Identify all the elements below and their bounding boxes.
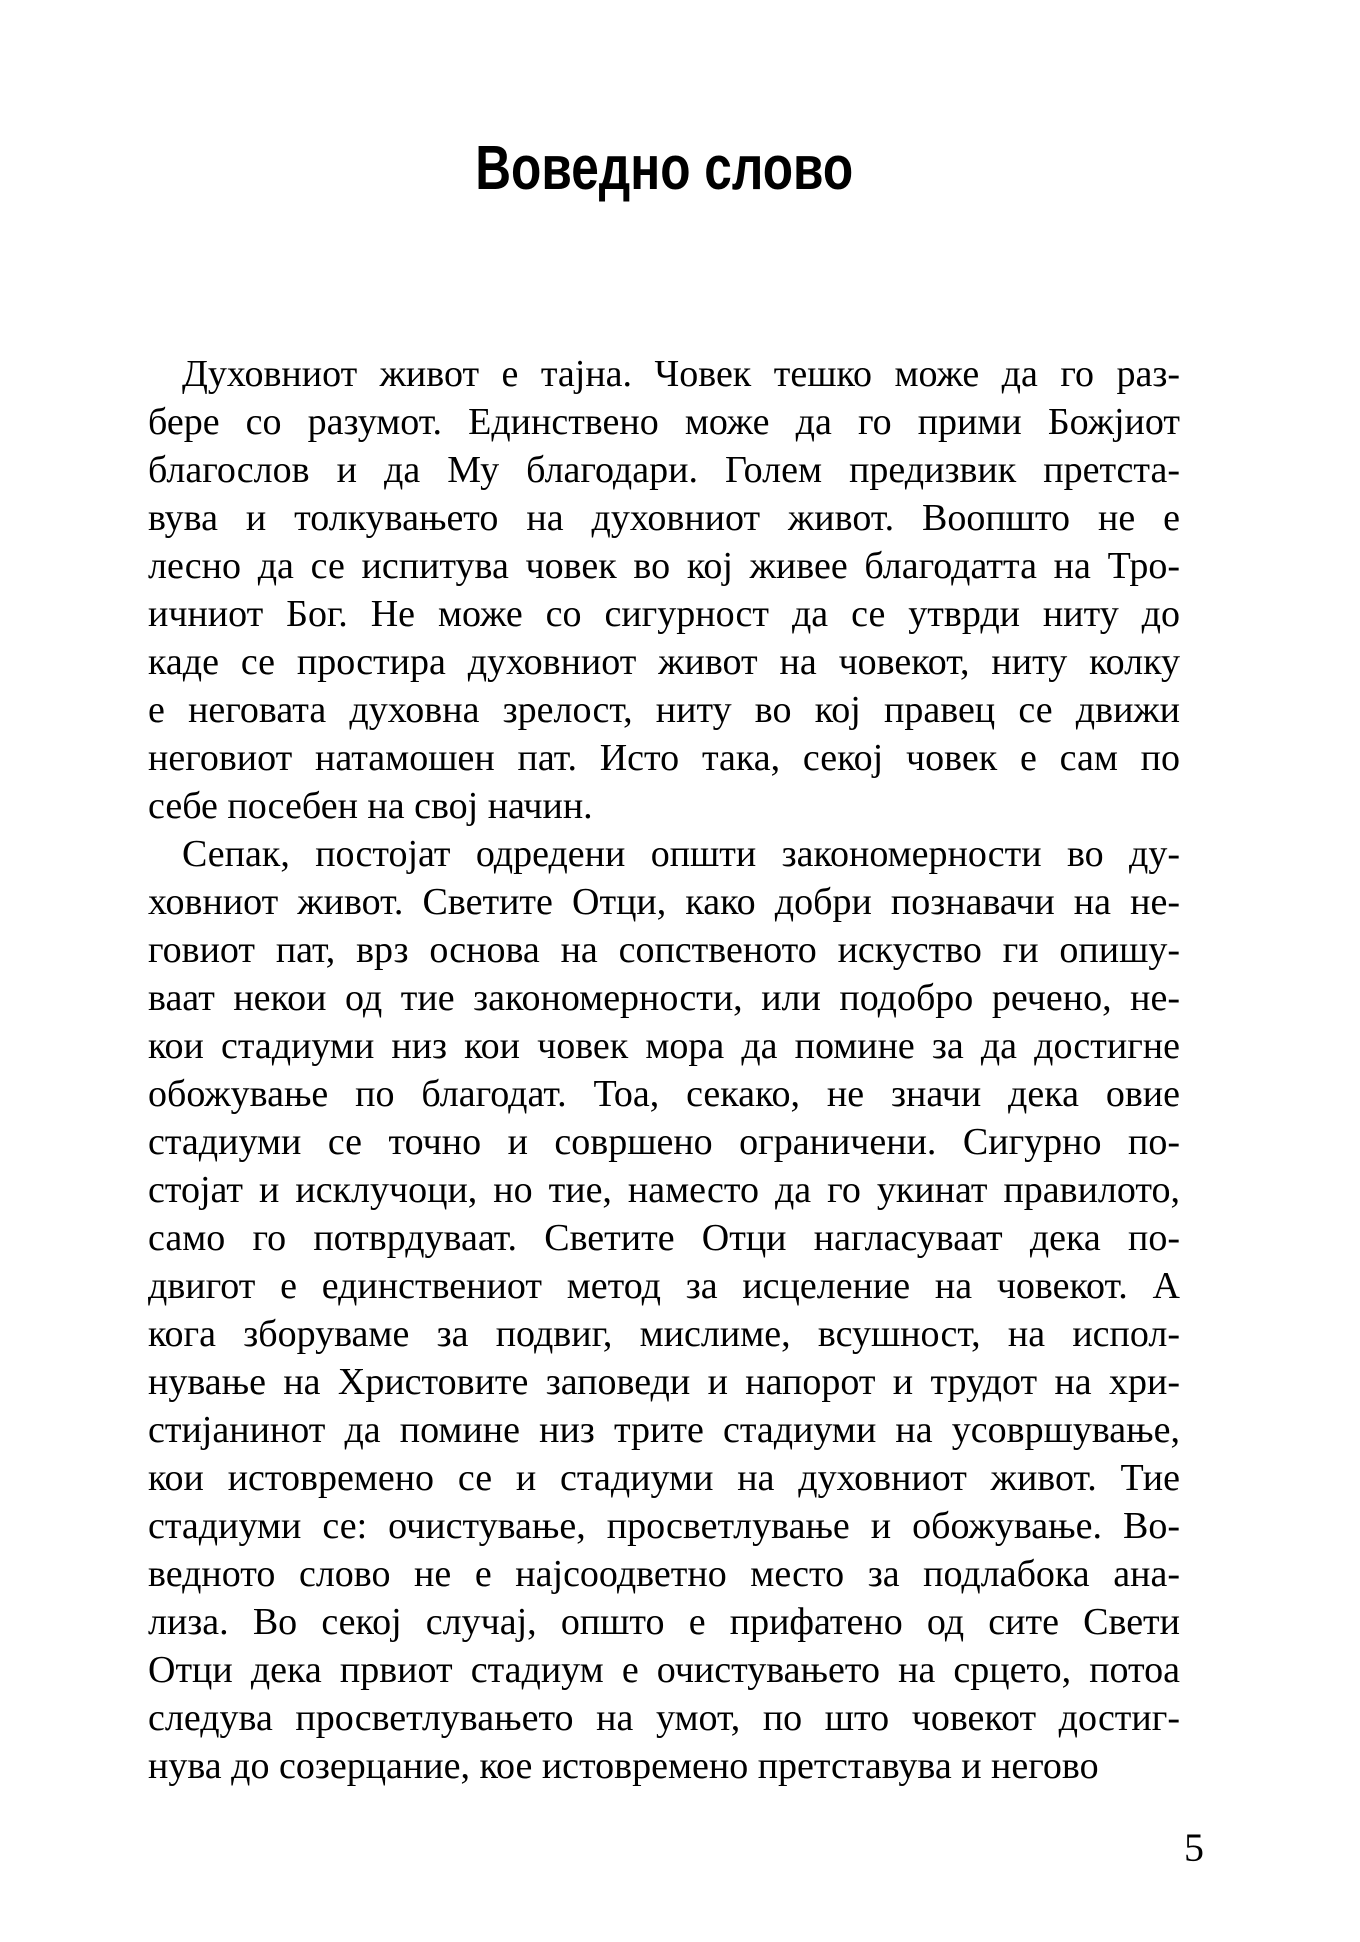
text-line: стојат и исклучоци, но тие, наместо да го укинат правилото, — [148, 1169, 1180, 1211]
text-line: ховниот живот. Светите Отци, како добри познавачи на не- — [148, 881, 1180, 923]
page-number: 5 — [1184, 1825, 1204, 1870]
text-line: следува просветлувањето на умот, по што човекот достиг- — [148, 1697, 1180, 1739]
text-line: кога зборуваме за подвиг, мислиме, всушност, на испол- — [148, 1313, 1180, 1355]
text-line: обожување по благодат. Тоа, секако, не значи дека овие — [148, 1073, 1180, 1115]
text-line: само го потврдуваат. Светите Отци нагласуваат дека по- — [148, 1217, 1180, 1259]
text-line: кои стадиуми низ кои човек мора да помине за да достигне — [148, 1025, 1180, 1067]
text-line: е неговата духовна зрелост, ниту во кој правец се движи — [148, 689, 1180, 731]
paragraph — [148, 830, 1180, 1790]
text-line: Сепак, постојат одредени општи закономерности во ду- — [182, 833, 1180, 875]
text-line: каде се простира духовниот живот на човекот, ниту колку — [148, 641, 1180, 683]
text-line: нува до созерцание, кое истовремено претставува и негово — [148, 1745, 1099, 1787]
text-line: благослов и да Му благодари. Голем предизвик претста- — [148, 449, 1180, 491]
text-line: Духовниот живот е тајна. Човек тешко може да го раз- — [182, 353, 1180, 395]
paragraph — [148, 350, 1180, 830]
text-line: кои истовремено се и стадиуми на духовниот живот. Тие — [148, 1457, 1180, 1499]
text-line: говиот пат, врз основа на сопственото искуство ги опишу- — [148, 929, 1180, 971]
text-line: бере со разумот. Единствено може да го прими Божјиот — [148, 401, 1180, 443]
page-title-text: Воведно слово — [475, 134, 853, 203]
text-line: стијанинот да помине низ трите стадиуми на усовршување, — [148, 1409, 1180, 1451]
text-line: неговиот натамошен пат. Исто така, секој човек е сам по — [148, 737, 1180, 779]
page-title — [148, 134, 1180, 203]
text-line: нување на Христовите заповеди и напорот и трудот на хри- — [148, 1361, 1180, 1403]
text-line: стадиуми се: очистување, просветлување и обожување. Во- — [148, 1505, 1180, 1547]
text-line: стадиуми се точно и совршено ограничени. Сигурно по- — [148, 1121, 1180, 1163]
text-line: ведното слово не е најсоодветно место за подлабока ана- — [148, 1553, 1180, 1595]
text-line: лесно да се испитува човек во кој живее благодатта на Тро- — [148, 545, 1180, 587]
text-line: двигот е единствениот метод за исцеление на човекот. А — [148, 1265, 1180, 1307]
text-line: ичниот Бог. Не може со сигурност да се утврди ниту до — [148, 593, 1180, 635]
text-line: ваат некои од тие закономерности, или подобро речено, не- — [148, 977, 1180, 1019]
text-line: Отци дека првиот стадиум е очистувањето на срцето, потоа — [148, 1649, 1180, 1691]
text-line: лиза. Во секој случај, општо е прифатено од сите Свети — [148, 1601, 1180, 1643]
body-text — [148, 350, 1180, 1790]
text-line: вува и толкувањето на духовниот живот. Воопшто не е — [148, 497, 1180, 539]
text-line: себе посебен на свој начин. — [148, 785, 593, 827]
